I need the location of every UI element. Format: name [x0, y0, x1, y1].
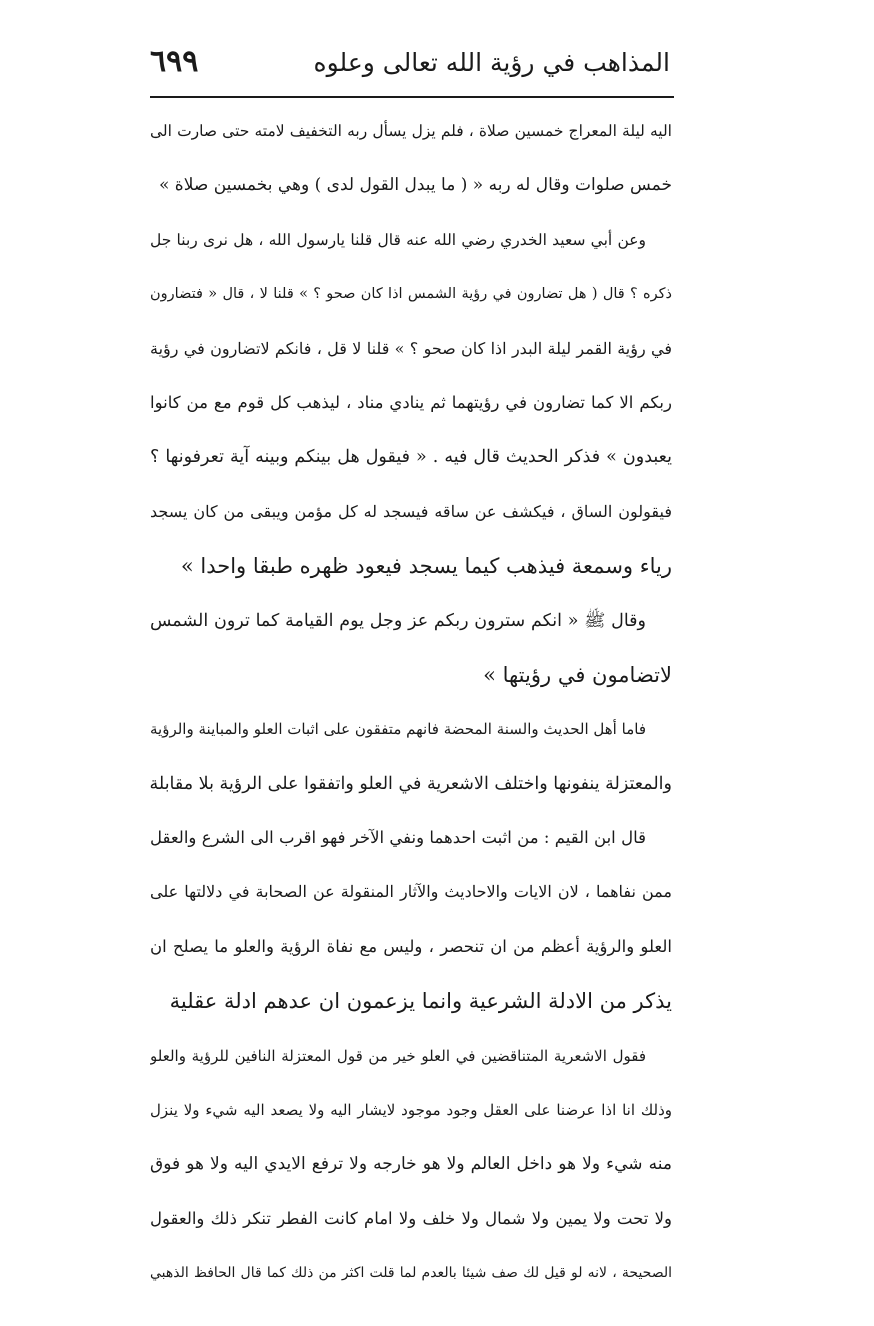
- text-line: يذكر من الادلة الشرعية وانما يزعمون ان عدهم ادلة عقلية: [169, 989, 672, 1014]
- text-line: قال ابن القيم : من اثبت احدهما ونفي الآخر فهو اقرب الى الشرع والعقل: [150, 828, 646, 848]
- text-line: ممن نفاهما ، لان الايات والاحاديث والآثار المنقولة عن الصحابة في دلالتها على: [150, 882, 672, 902]
- text-line: ربكم الا كما تضارون في رؤيتهما ثم ينادي مناد ، ليذهب كل قوم مع من كانوا: [150, 392, 672, 412]
- text-line: العلو والرؤية أعظم من ان تنحصر ، وليس مع نفاة الرؤية والعلو ما يصلح ان: [150, 936, 672, 956]
- text-line: الصحيحة ، لانه لو قيل لك صف شيئا بالعدم لما قلت اكثر من ذلك كما قال الحافظ الذهبي: [150, 1265, 672, 1282]
- text-line: يعبدون » فذكر الحديث قال فيه . « فيقول هل بينكم وبينه آية تعرفونها ؟: [150, 447, 672, 468]
- text-line: والمعتزلة ينفونها واختلف الاشعرية في العلو واتفقوا على الرؤية بلا مقابلة: [150, 773, 672, 794]
- text-line: ولا تحت ولا يمين ولا شمال ولا خلف ولا امام كانت الفطر تنكر ذلك والعقول: [150, 1208, 672, 1228]
- running-header: [150, 40, 670, 90]
- text-line: فقول الاشعرية المتناقضين في العلو خير من قول المعتزلة النافين للرؤية والعلو: [150, 1046, 646, 1065]
- body-text: [150, 104, 672, 1301]
- text-line: رياء وسمعة فيذهب كيما يسجد فيعود ظهره طبقا واحدا »: [180, 554, 672, 579]
- header-divider: [150, 96, 674, 98]
- header-title: المذاهب في رؤية الله تعالى وعلوه: [313, 48, 670, 77]
- text-line: وذلك انا اذا عرضنا على العقل وجود موجود لايشار اليه ولا يصعد اليه شيء ولا ينزل: [150, 1101, 672, 1120]
- text-line: منه شيء ولا هو داخل العالم ولا هو خارجه ولا ترفع الايدي اليه ولا هو فوق: [150, 1154, 672, 1175]
- text-line: ذكره ؟ قال ( هل تضارون في رؤية الشمس اذا كان صحو ؟ » قلنا لا ، قال « فتضارون: [150, 286, 672, 303]
- page-number: ٦٩٩: [150, 44, 199, 79]
- text-line: لاتضامون في رؤيتها »: [483, 662, 672, 687]
- text-line: خمس صلوات وقال له ربه « ( ما يبدل القول لدى ) وهي بخمسين صلاة »: [159, 175, 672, 196]
- text-line: اليه ليلة المعراج خمسين صلاة ، فلم يزل يسأل ربه التخفيف لامته حتى صارت الى: [150, 122, 672, 140]
- text-line: فيقولون الساق ، فيكشف عن ساقه فيسجد له كل مؤمن ويبقى من كان يسجد: [150, 501, 672, 521]
- text-line: في رؤية القمر ليلة البدر اذا كان صحو ؟ » قلنا لا قل ، فانكم لاتضارون في رؤية: [150, 338, 672, 358]
- text-line: وعن أبي سعيد الخدري رضي الله عنه قال قلنا يارسول الله ، هل نرى ربنا جل: [150, 230, 646, 249]
- text-line: وقال ﷺ « انكم سترون ربكم عز وجل يوم القيامة كما ترون الشمس: [150, 610, 646, 631]
- text-line: فاما أهل الحديث والسنة المحضة فانهم متفقون على اثبات العلو والمباينة والرؤية: [150, 720, 646, 739]
